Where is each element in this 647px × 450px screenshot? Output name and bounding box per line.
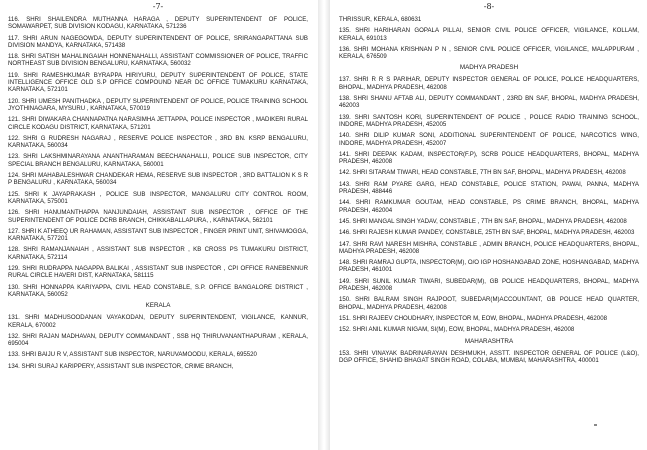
state-heading: KERALA [145, 302, 171, 310]
page-gutter [318, 0, 330, 450]
list-item: 121. SHRI DIWAKARA CHANNAPATNA NARASIMHA JETTAPPA, POLICE INSPECTOR , MADIKERI RURAL CIRCLE KODAGU DISTRICT, KARNATAKA, 571201 [8, 116, 308, 131]
list-item: 151. SHRI RAJEEV CHOUDHARY, INSPECTOR M, EOW, BHOPAL, MADHYA PRADESH, 462008 [339, 314, 607, 322]
left-page [0, 0, 316, 450]
list-item: 142. SHRI SITARAM TIWARI, HEAD CONSTABLE, 7TH BN SAF, BHOPAL, MADHYA PRADESH, 462008 [339, 169, 626, 177]
state-heading: MAHARASHTRA [464, 337, 514, 345]
list-item: 141. SHRI DEEPAK KADAM, INSPECTOR(F.P), SCRB POLICE HEADQUARTERS, BHOPAL, MADHYA PRADESH, 462008 [339, 150, 639, 166]
list-item: 117. SHRI ARUN NAGEGOWDA, DEPUTY SUPERINTENDENT OF POLICE, SRIRANGAPATTANA SUB DIVISION MANDYA, KARNATAKA, 571438 [8, 34, 308, 49]
list-item: 120. SHRI UMESH PANITHADKA , DEPUTY SUPERINTENDENT OF POLICE, POLICE TRAINING SCHOOL JYOTHINAGARA, MYSURU , KARNATAKA, 570019 [8, 97, 308, 112]
list-item: 147. SHRI RAVI NARESH MISHRA, CONSTABLE , ADMIN BRANCH, POLICE HEADQUARTERS, BHOPAL, MADHYA PRADESH, 462008 [339, 240, 639, 255]
list-item: 128. SHRI RAMANJANAIAH , ASSISTANT SUB INSPECTOR , KB CROSS PS TUMAKURU DISTRICT, KARNATAKA, 572114 [8, 246, 308, 261]
list-item: 131. SHRI MADHUSOODANAN VAYAKODAN, DEPUTY SUPERINTENDENT, VIGILANCE, KANNUR, KERALA, 670002 [8, 314, 308, 329]
list-item: 124. SHRI MAHABALESHWAR CHANDEKAR HEMA, RESERVE SUB INSPECTOR , 3RD BATTALION K S R P BENGALURU , KARNATAKA, 560034 [8, 172, 308, 187]
list-item: 127. SHRI K ATHEEQ UR RAHAMAN, ASSISTANT SUB INSPECTOR , FINGER PRINT UNIT, SHIVAMOGGA, KARNATAKA, 577201 [8, 227, 308, 243]
page-number: -7- [152, 2, 164, 11]
list-item: 122. SHRI G RUDRESH NAGARAJ , RESERVE POLICE INSPECTOR , 3RD BN. KSRP BENGALURU, KARNATAKA, 560034 [8, 134, 308, 150]
page-number: -8- [483, 2, 495, 11]
list-item: 152. SHRI ANIL KUMAR NIGAM, SI(M), EOW, BHOPAL, MADHYA PRADESH, 462008 [339, 326, 575, 334]
list-item: 143. SHRI RAM PYARE GARG, HEAD CONSTABLE, POLICE STATION, PAWAI, PANNA, MADHYA PRADESH, 488446 [339, 180, 639, 196]
list-item: 126. SHRI HANUMANTHAPPA NANJUNDAIAH, ASSISTANT SUB INSPECTOR , OFFICE OF THE SUPERINTENDENT OF POLICE DCRB BRANCH, CHIKKABALLAPURA, , KARNATAKA, 562101 [8, 209, 308, 224]
list-item: 130. SHRI HONNAPPA KARIYAPPA, CIVIL HEAD CONSTABLE, S.P. OFFICE BANGALORE DISTRICT , KARNATAKA, 560052 [8, 283, 308, 298]
state-heading: MADHYA PRADESH [459, 64, 519, 72]
list-item: 118. SHRI SATISH MAHALINGAIAH HONNENAHALLI, ASSISTANT COMMISSIONER OF POLICE, TRAFFIC NORTHEAST SUB DIVISION BENGALURU, KARNATAKA, 560032 [8, 53, 308, 68]
list-item: 136. SHRI MOHANA KRISHNAN P N , SENIOR CIVIL POLICE OFFICER, VIGILANCE, MALAPPURAM , KERALA, 676509 [339, 45, 639, 61]
list-item: 144. SHRI RAMKUMAR GOUTAM, HEAD CONSTABLE, PS CRIME BRANCH, BHOPAL, MADHYA PRADESH, 462004 [339, 199, 639, 214]
list-item: 145. SHRI MANGAL SINGH YADAV, CONSTABLE , 7TH BN SAF, BHOPAL, MADHYA PRADESH, 462008 [339, 217, 627, 225]
list-item: 123. SHRI LAKSHMINARAYANA ANANTHARAMAN BEECHANAHALLI, POLICE SUB INSPECTOR, CITY SPECIAL BRANCH BENGALURU, KARNATAKA, 560001 [8, 153, 308, 168]
list-item: 129. SHRI RUDRAPPA NAGAPPA BALIKAI , ASSISTANT SUB INSPECTOR , CPI OFFICE RANEBENNUR RURAL CIRCLE HAVERI DIST, KARNATAKA, 581115 [8, 265, 308, 280]
list-item: 140. SHRI DILIP KUMAR SONI, ADDITIONAL SUPERINTENDENT OF POLICE, NARCOTICS WING, INDORE, MADHYA PRADESH, 452007 [339, 132, 639, 147]
list-item: 125. SHRI K JAYAPRAKASH , POLICE SUB INSPECTOR, MANGALURU CITY CONTROL ROOM, KARNATAKA, 575001 [8, 190, 308, 205]
list-item: 116. SHRI SHAILENDRA MUTHANNA HARAGA , DEPUTY SUPERINTENDENT OF POLICE, SOMAWARPET, SUB DIVISION KODAGU, KARNATAKA, 571236 [8, 16, 308, 31]
list-item: 138. SHRI SHANU AFTAB ALI, DEPUTY COMMANDANT , 23RD BN SAF, BHOPAL, MADHYA PRADESH, 462003 [339, 95, 639, 110]
entry-list [339, 16, 639, 364]
list-item: 132. SHRI RAJAN MADHAVAN, DEPUTY COMMANDANT , SSB HQ THIRUVANANTHAPURAM , KERALA, 695004 [8, 332, 308, 348]
list-item: THRISSUR, KERALA, 680631 [339, 16, 422, 23]
list-item: 153. SHRI VINAYAK BADRINARAYAN DESHMUKH, ASSTT. INSPECTOR GENERAL OF POLICE (L&O), DGP OFFICE, SHAHID BHAGAT SINGH ROAD, COLABA, MUMBAI, MAHARASHTRA, 400001 [339, 349, 639, 364]
list-item: 146. SHRI RAJESH KUMAR PANDEY, CONSTABLE, 25TH BN SAF, BHOPAL, MADHYA PRADESH, 462003 [339, 229, 635, 237]
entry-list [8, 16, 308, 370]
list-item: 149. SHRI SUNIL KUMAR TIWARI, SUBEDAR(M), GB POLICE HEADQUARTERS, BHOPAL, MADHYA PRADESH, 462008 [339, 277, 639, 293]
list-item: 119. SHRI RAMESHKUMAR BYRAPPA HIRIYURU, DEPUTY SUPERINTENDENT OF POLICE, STATE INTELLIGENCE OFFICE OLD S.P OFFICE COMPOUND NEAR DC OFFICE TUMAKURU KARNATAKA, KARNATAKA, 572101 [8, 71, 308, 94]
list-item: 150. SHRI BALRAM SINGH RAJPOOT, SUBEDAR(M)ACCOUNTANT, GB POLICE HEAD QUARTER, BHOPAL, MADHYA PRADESH, 462008 [339, 296, 639, 311]
list-item: 134. SHRI SURAJ KARIPPERY, ASSISTANT SUB INSPECTOR, CRIME BRANCH, [8, 362, 234, 370]
list-item: 135. SHRI HARIHARAN GOPALA PILLAI, SENIOR CIVIL POLICE OFFICER, VIGILANCE, KOLLAM, KERALA, 691013 [339, 27, 639, 42]
ink-mark [594, 424, 597, 426]
list-item: 133. SHRI BAIJU R V, ASSISTANT SUB INSPECTOR, NARUVAMOODU, KERALA, 695520 [8, 351, 257, 359]
list-item: 139. SHRI SANTOSH KORI, SUPERINTENDENT OF POLICE , POLICE RADIO TRAINING SCHOOL, INDORE, MADHYA PRADESH, 452005 [339, 113, 639, 128]
right-page [331, 0, 647, 450]
list-item: 148. SHRI RAMRAJ GUPTA, INSPECTOR(M), O/O IGP HOSHANGABAD ZONE, HOSHANGABAD, MADHYA PRADESH, 461001 [339, 259, 639, 274]
list-item: 137. SHRI R R S PARIHAR, DEPUTY INSPECTOR GENERAL OF POLICE, POLICE HEADQUARTERS, BHOPAL, MADHYA PRADESH, 462008 [339, 76, 639, 91]
